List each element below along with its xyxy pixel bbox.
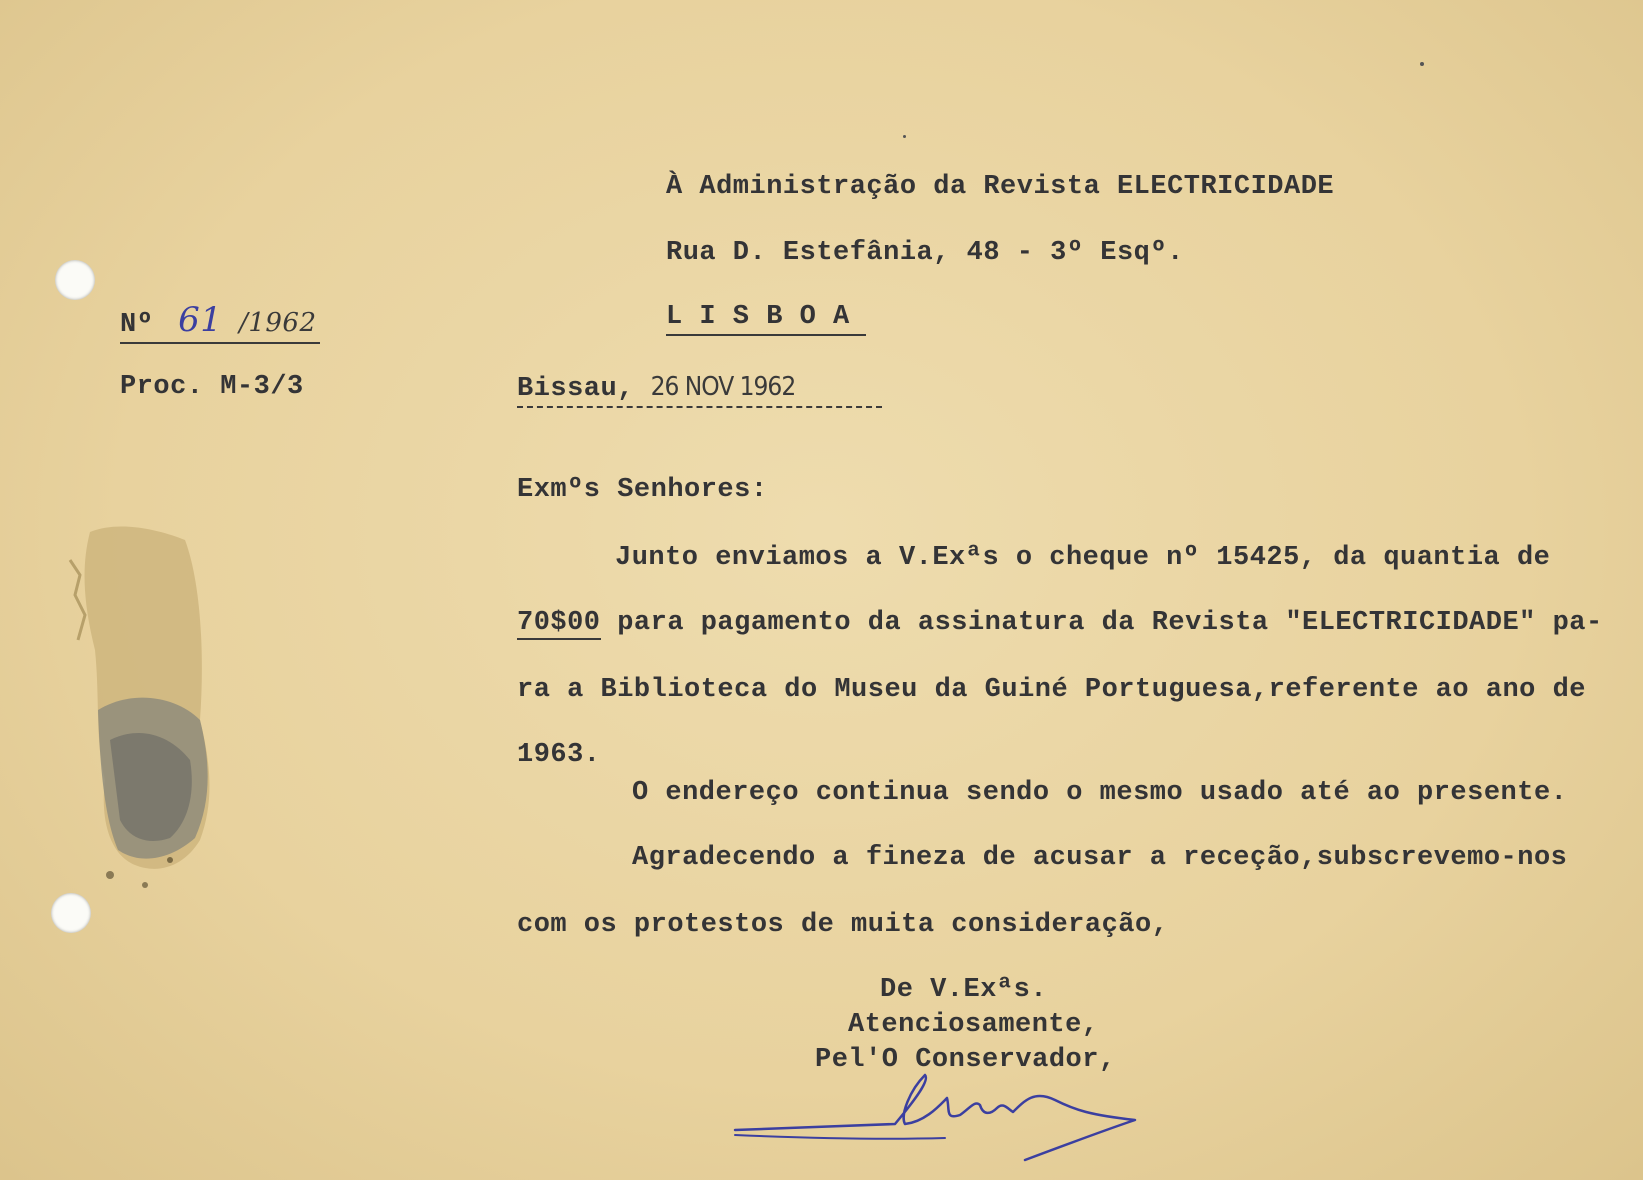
recipient-line-1: À Administração da Revista ELECTRICIDADE: [666, 172, 1335, 202]
date-line: [517, 372, 882, 408]
closing-line-3: Pel'O Conservador,: [815, 1045, 1116, 1075]
signature: [725, 1060, 1145, 1170]
body-p3-line2: com os protestos de muita consideração,: [517, 910, 1169, 940]
body-p1-line2-rest: para pagamento da assinatura da Revista "ELECTRICIDADE" pa-: [600, 608, 1603, 638]
body-p1-line1: Junto enviamos a V.Exªs o cheque nº 15425, da quantia de: [615, 543, 1551, 573]
closing-line-2: Atenciosamente,: [848, 1010, 1099, 1040]
recipient-city: L I S B O A: [666, 302, 866, 336]
number-year: /1962: [239, 308, 317, 338]
handwritten-number: 61: [178, 300, 223, 340]
reference-number: [120, 300, 320, 344]
date-place: Bissau,: [517, 374, 634, 404]
number-prefix: Nº: [120, 310, 154, 340]
paper-stain: [50, 520, 230, 900]
punch-hole-top: [55, 260, 95, 300]
paper-speck: [1420, 62, 1424, 66]
closing-line-1: De V.Exªs.: [880, 975, 1048, 1005]
process-reference: Proc. M-3/3: [120, 372, 304, 402]
recipient-line-2: Rua D. Estefânia, 48 - 3º Esqº.: [666, 238, 1184, 268]
salutation: Exmºs Senhores:: [517, 475, 768, 505]
date-stamp: 26 NOV 1962: [650, 372, 796, 402]
body-p1-line3: ra a Biblioteca do Museu da Guiné Portuguesa,referente ao ano de: [517, 675, 1586, 705]
amount: 70$00: [517, 608, 601, 638]
body-p3-line1: Agradecendo a fineza de acusar a receção,subscrevemo-nos: [632, 843, 1568, 873]
paper-speck: [903, 135, 906, 138]
body-p1-line2: [517, 608, 1603, 638]
body-p2: O endereço continua sendo o mesmo usado até ao presente.: [632, 778, 1568, 808]
body-p1-line4: 1963.: [517, 740, 601, 770]
